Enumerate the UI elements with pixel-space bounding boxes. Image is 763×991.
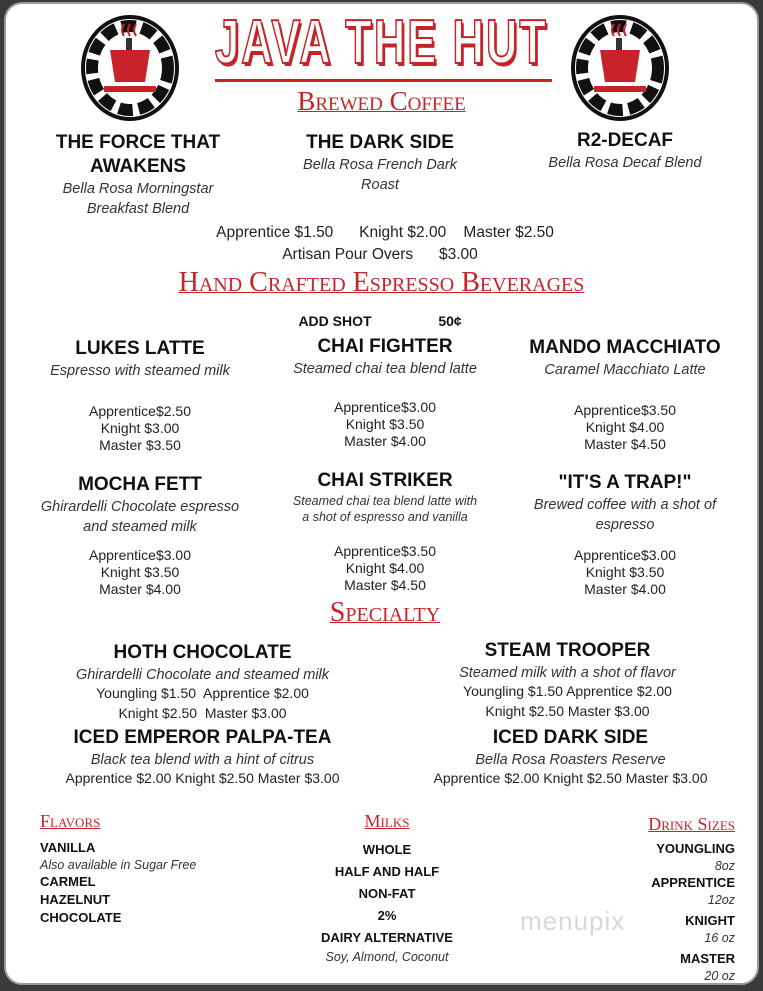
menu-item (405, 639, 730, 720)
item-name: MANDO MACCHIATO (529, 337, 721, 358)
item-name: ICED DARK SIDE (492, 727, 649, 748)
item-prices: Youngling $1.50 Apprentice $2.00 (96, 685, 309, 701)
menu-item (40, 641, 365, 722)
flavor-item: HAZELNUT (40, 892, 111, 907)
item-desc: Steamed chai tea blend latte (293, 361, 477, 377)
item-desc: Steamed milk with a shot of flavor (459, 665, 676, 681)
flavor-item: VANILLA (40, 840, 96, 855)
flavor-item: CHOCOLATE (40, 910, 122, 925)
milk-note: Soy, Almond, Coconut (325, 950, 449, 964)
price-apprentice: Apprentice$3.50 (334, 543, 436, 559)
size-oz: 16 oz (704, 931, 735, 945)
size-oz: 8oz (714, 859, 735, 873)
item-desc: Espresso with steamed milk (50, 363, 230, 379)
milk-item: WHOLE (362, 842, 412, 857)
price-master: Master $3.50 (99, 437, 181, 453)
item-name: MOCHA FETT (78, 474, 202, 495)
flavor-item: CARMEL (40, 874, 96, 889)
milks-section (287, 809, 487, 965)
menu-item (520, 129, 730, 173)
item-desc: Caramel Macchiato Latte (544, 362, 706, 378)
item-desc: Bella Rosa Roasters Reserve (475, 752, 666, 768)
menu-item (520, 471, 730, 598)
item-desc: Ghirardelli Chocolate and steamed milk (75, 667, 330, 683)
menu-item (30, 473, 250, 598)
size-oz: 20 oz (704, 969, 735, 983)
item-desc: Black tea blend with a hint of citrus (90, 752, 315, 768)
price-master: Master $4.50 (344, 577, 426, 593)
milk-item: DAIRY ALTERNATIVE (321, 930, 453, 945)
price-apprentice: Apprentice$2.50 (89, 403, 191, 419)
item-name: HOTH CHOCOLATE (113, 642, 292, 663)
item-desc: Bella Rosa French Dark Roast (303, 157, 457, 193)
item-prices: Youngling $1.50 Apprentice $2.00 (463, 683, 672, 699)
item-prices: Knight $2.50 Master $3.00 (485, 703, 650, 719)
item-prices: Apprentice $2.00 Knight $2.50 Master $3.00 (433, 770, 708, 786)
menu-item (398, 726, 743, 787)
menu-item (515, 336, 735, 453)
price-knight: Knight $4.00 (585, 419, 665, 435)
price-knight: Knight $3.50 (100, 564, 180, 580)
sizes-heading: Drink Sizes (648, 814, 735, 834)
milk-item: 2% (377, 908, 397, 923)
add-shot-label: ADD SHOT (298, 313, 372, 329)
sizes-section (648, 812, 735, 984)
item-desc: Ghirardelli Chocolate espresso and steamed milk (40, 499, 240, 535)
menu-item (30, 337, 250, 454)
price-master: Master $4.00 (99, 581, 181, 597)
menu-item (30, 726, 375, 787)
item-name: "IT'S A TRAP!" (558, 472, 692, 493)
item-name: R2-DECAF (576, 130, 674, 151)
item-prices: Knight $2.50 Master $3.00 (118, 705, 287, 721)
item-name: THE FORCE THAT AWAKENS (55, 132, 221, 177)
item-name: LUKES LATTE (75, 338, 205, 359)
size-name: KNIGHT (685, 913, 735, 928)
size-name: YOUNGLING (656, 841, 735, 856)
price-master: Master $4.50 (584, 436, 666, 452)
item-name: CHAI FIGHTER (317, 336, 453, 357)
price-knight: Knight $3.50 (585, 564, 665, 580)
item-prices: Apprentice $2.00 Knight $2.50 Master $3.00 (65, 770, 340, 786)
price-knight: Knight $3.50 (345, 416, 425, 432)
menu-item (290, 469, 480, 594)
price-apprentice: Apprentice$3.00 (574, 547, 676, 563)
menu-item (285, 131, 475, 195)
size-name: MASTER (680, 951, 735, 966)
milk-item: HALF AND HALF (334, 864, 440, 879)
price-knight: Knight $4.00 (345, 560, 425, 576)
price-apprentice: Apprentice$3.00 (334, 399, 436, 415)
brewed-prices: Apprentice $1.50 Knight $2.00 Master $2.50 (216, 224, 554, 241)
price-apprentice: Apprentice$3.00 (89, 547, 191, 563)
item-name: CHAI STRIKER (317, 470, 453, 491)
item-desc: Brewed coffee with a shot of espresso (533, 497, 717, 533)
item-name: STEAM TROOPER (484, 640, 651, 661)
milks-heading: Milks (364, 811, 410, 831)
size-oz: 12oz (707, 893, 735, 907)
price-knight: Knight $3.00 (100, 420, 180, 436)
brewed-coffee-heading: Brewed Coffee (297, 86, 466, 116)
item-desc: Steamed chai tea blend latte with a shot of espresso and vanilla (292, 494, 478, 524)
menu-item (290, 335, 480, 450)
title-underline (215, 79, 552, 82)
menu-item (40, 131, 236, 219)
espresso-heading: Hand Crafted Espresso Beverages (178, 267, 585, 298)
pour-over-price: Artisan Pour Overs $3.00 (282, 246, 478, 263)
item-name: THE DARK SIDE (306, 132, 454, 153)
milk-item: NON-FAT (358, 886, 416, 901)
item-desc: Bella Rosa Morningstar Breakfast Blend (62, 181, 214, 217)
specialty-heading: Specialty (329, 597, 441, 628)
restaurant-title: JAVA THE HUT (214, 8, 549, 77)
price-master: Master $4.00 (584, 581, 666, 597)
price-apprentice: Apprentice$3.50 (574, 402, 676, 418)
watermark: menupix (520, 906, 626, 936)
size-name: APPRENTICE (651, 875, 735, 890)
flavors-section (40, 809, 196, 927)
add-shot-price: 50¢ (438, 313, 462, 329)
flavors-heading: Flavors (40, 811, 101, 831)
flavor-note: Also available in Sugar Free (40, 858, 197, 872)
item-desc: Bella Rosa Decaf Blend (548, 155, 702, 171)
price-master: Master $4.00 (344, 433, 426, 449)
item-name: ICED EMPEROR PALPA-TEA (73, 727, 332, 748)
